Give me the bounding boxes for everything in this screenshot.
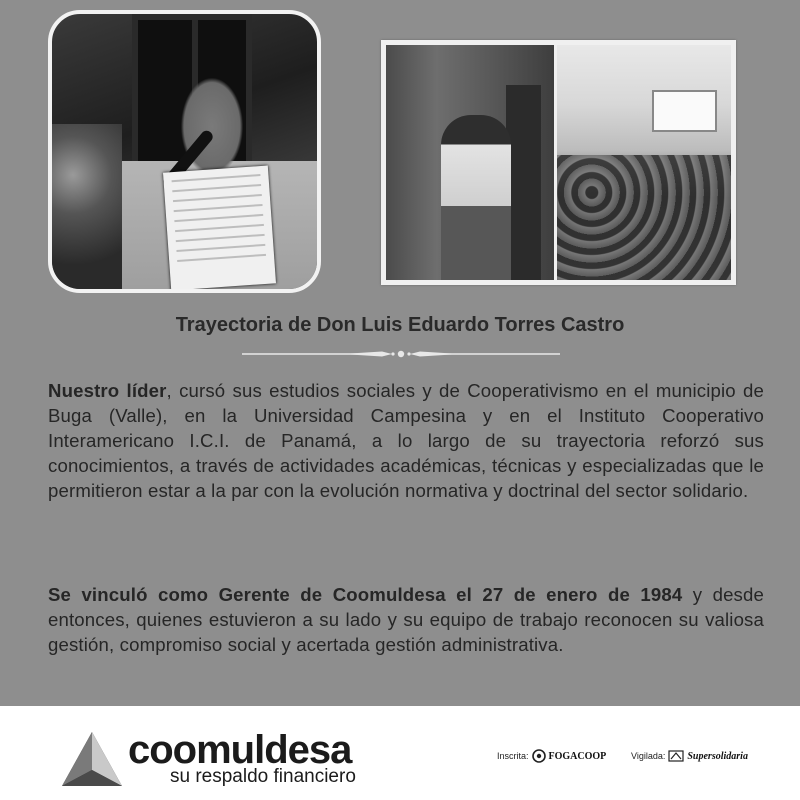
paragraph-studies-text: , cursó sus estudios sociales y de Cooperativismo en el municipio de Buga (Valle), en la Universidad Campesina y en el Instituto Cooperativo Interamericano I.C.I. de Panamá, a lo largo de su trayectoria reforzó sus conocimientos, a través de actividades académicas, técnicas y especializadas que le permitieron estar a la par con la evolución normativa y doctrinal del sector solidario. — [48, 380, 764, 501]
coomuldesa-logo-icon — [60, 730, 124, 790]
brand-tagline: su respaldo financiero — [170, 766, 356, 787]
photo-speaker — [48, 10, 321, 293]
inscrita-label: Inscrita: — [497, 751, 529, 761]
vigilada-badge — [631, 746, 748, 766]
brand-name: coomuldesa — [128, 728, 352, 772]
paragraph-manager-text: y desde entonces, quienes estuvieron a su lado y su equipo de trabajo reconocen su valiosa gestión, compromiso social y acertada gestión administrativa. — [48, 584, 764, 655]
photo-man-reading — [386, 45, 554, 280]
inscrita-badge — [497, 746, 606, 766]
fogacoop-logo-icon — [532, 749, 546, 763]
supersolidaria-name: Supersolidaria — [687, 750, 748, 762]
page-title: Trayectoria de Don Luis Eduardo Torres Castro — [175, 314, 625, 336]
ornament-divider — [242, 349, 560, 359]
vigilada-label: Vigilada: — [631, 751, 666, 761]
photo-collage — [381, 40, 736, 285]
fogacoop-name: FOGACOOP — [548, 750, 607, 762]
photo-audience — [557, 45, 731, 280]
paragraph-studies — [48, 378, 764, 503]
supersolidaria-logo-icon — [668, 749, 684, 763]
footer — [0, 706, 800, 800]
paragraph-manager-lead: Se vinculó como Gerente de Coomuldesa el 27 de enero de 1984 — [48, 584, 683, 605]
paragraph-studies-lead: Nuestro líder — [48, 380, 167, 401]
paragraph-manager — [48, 582, 764, 657]
